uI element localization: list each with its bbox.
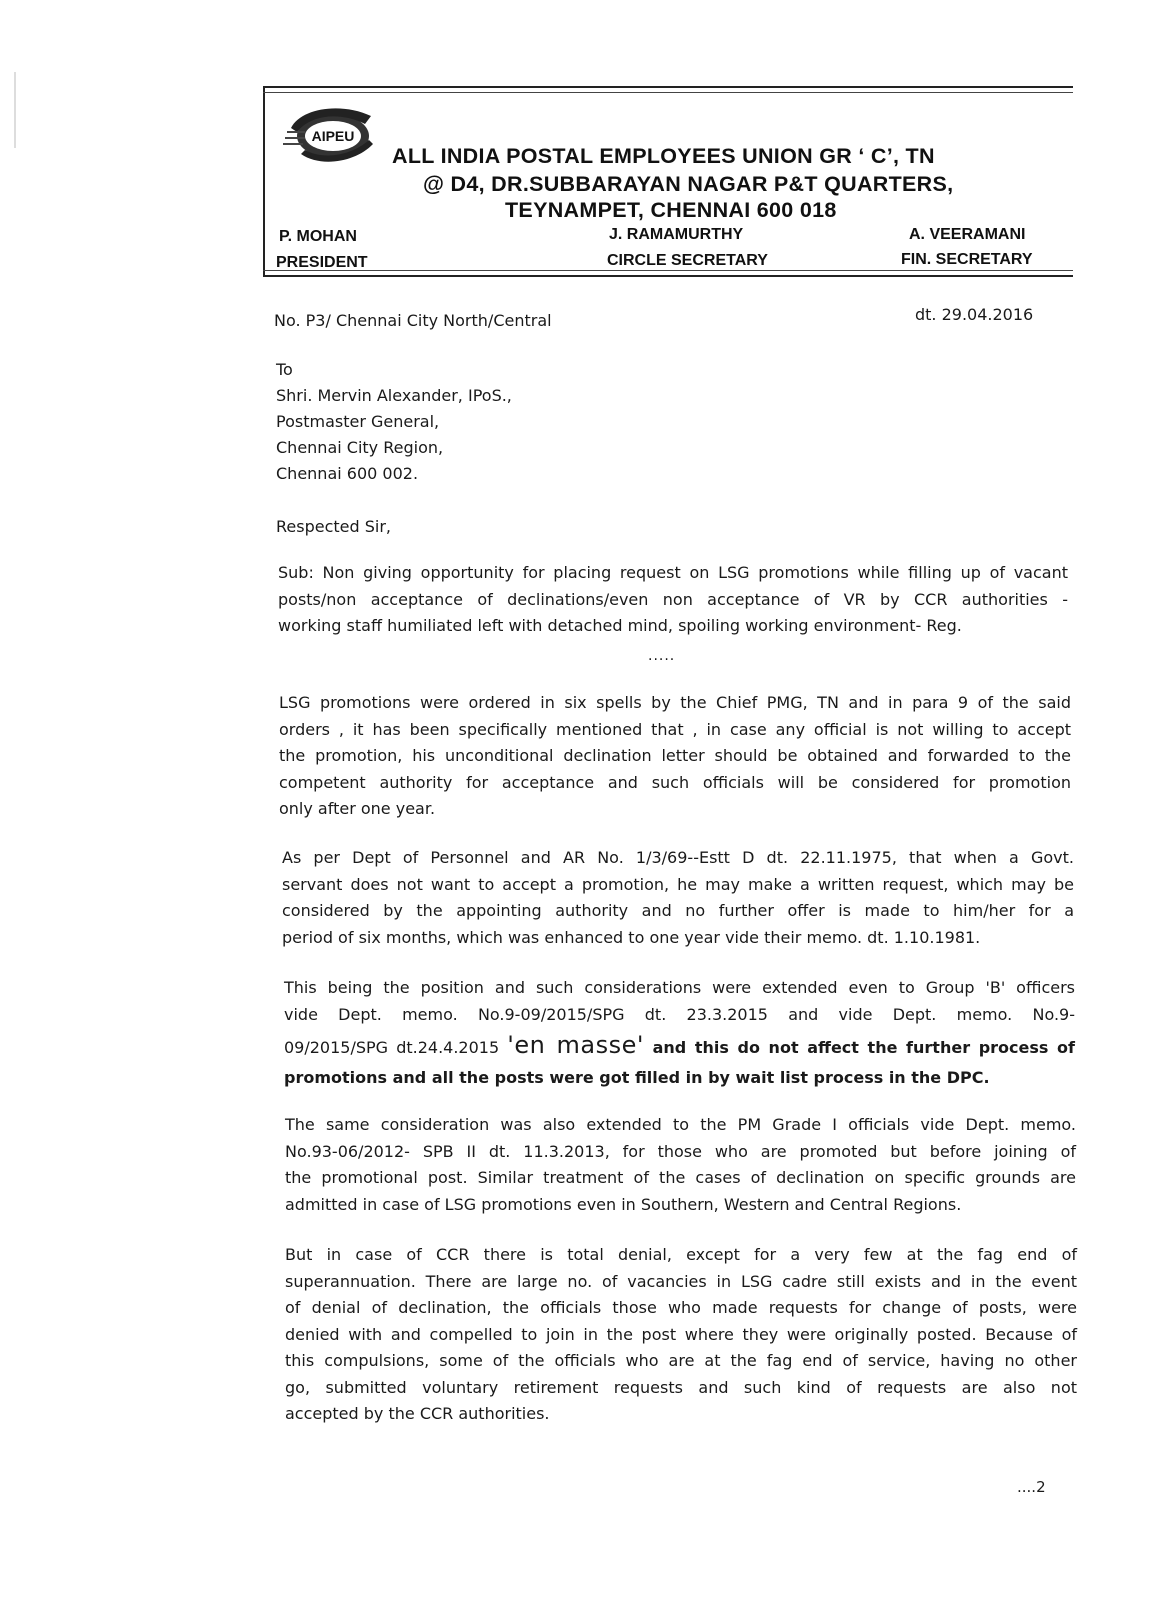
paragraph-1 [279,690,1071,823]
paragraph-line: of denial of declination, the officials those who made requests for change of posts, were [285,1298,1077,1317]
officer-role-president: PRESIDENT [276,254,368,271]
scan-artifact [14,72,16,148]
paragraph-line: servant does not want to accept a promotion, he may make a written request, which may be [282,874,1074,894]
separator-dots: ..... [648,648,676,664]
paragraph-text: 09/2015/SPG dt.24.4.2015 [284,1038,508,1057]
subject-line: Sub: Non giving opportunity for placing request on LSG promotions while filling up of vacant [278,563,1068,582]
paragraph-line: No.93-06/2012- SPB II dt. 11.3.2013, for those who are promoted but before joining of [285,1141,1076,1161]
paragraph-5 [285,1242,1077,1428]
paragraph-line: go, submitted voluntary retirement requests and such kind of requests are also not [285,1377,1077,1397]
page-continuation: ....2 [1017,1478,1046,1496]
paragraph-line: vide Dept. memo. No.9-09/2015/SPG dt. 23.3.2015 and vide Dept. memo. No.9- [284,1004,1075,1024]
org-name: ALL INDIA POSTAL EMPLOYEES UNION GR ‘ C’, TN [392,144,935,168]
logo-text: AIPEU [311,128,355,144]
subject-line: posts/non acceptance of declinations/even non acceptance of VR by CCR authorities - [278,589,1068,609]
paragraph-line: considered by the appointing authority and no further offer is made to him/her for a [282,901,1074,920]
paragraph-line: this compulsions, some of the officials who are at the fag end of service, having no other [285,1351,1077,1370]
paragraph-line [284,1028,1075,1065]
letterhead-rule [263,270,1073,271]
paragraph-line: competent authority for acceptance and such officials will be considered for promotion [279,772,1071,792]
org-address-line-1: @ D4, DR.SUBBARAYAN NAGAR P&T QUARTERS, [423,172,954,196]
paragraph-2 [282,845,1074,951]
addressee-line: Chennai 600 002. [276,464,419,483]
paragraph-line: period of six months, which was enhanced to one year vide their memo. dt. 1.10.1981. [282,927,981,947]
union-logo-icon [281,98,379,170]
paragraph-line: orders , it has been specifically mentioned that , in case any official is not willing to accept [279,719,1071,739]
addressee-line: Shri. Mervin Alexander, IPoS., [276,386,512,405]
officer-name-fin-secretary: A. VEERAMANI [909,226,1026,243]
paragraph-line: accepted by the CCR authorities. [285,1404,550,1423]
paragraph-3 [284,975,1075,1092]
paragraph-line: the promotion, his unconditional declination letter should be obtained and forwarded to the [279,746,1071,765]
paragraph-line-bold: promotions and all the posts were got filled in by wait list process in the DPC. [284,1068,990,1087]
paragraph-line: LSG promotions were ordered in six spells by the Chief PMG, TN and in para 9 of the said [279,693,1071,712]
paragraph-line: But in case of CCR there is total denial, except for a very few at the fag end of [285,1245,1077,1264]
subject-line: working staff humiliated left with detached mind, spoiling working environment- Reg. [278,616,962,635]
paragraph-line: admitted in case of LSG promotions even in Southern, Western and Central Regions. [285,1194,962,1214]
letterhead-rule [263,92,1073,93]
bold-text: and this do not affect the further process of [643,1038,1075,1057]
paragraph-line: superannuation. There are large no. of vacancies in LSG cadre still exists and in the event [285,1271,1077,1291]
paragraph-4 [285,1112,1076,1218]
officer-role-fin-secretary: FIN. SECRETARY [901,251,1033,268]
en-masse-phrase: 'en masse' [507,1031,644,1059]
org-address-line-2: TEYNAMPET, CHENNAI 600 018 [505,198,837,222]
paragraph-line: This being the position and such considerations were extended even to Group 'B' officers [284,978,1075,997]
officer-name-circle-secretary: J. RAMAMURTHY [609,226,744,243]
paragraph-line: denied with and compelled to join in the post where they were originally posted. Because of [285,1324,1077,1344]
officer-name-president: P. MOHAN [279,228,357,245]
addressee-to: To [276,360,293,379]
officer-role-circle-secretary: CIRCLE SECRETARY [607,252,768,269]
letterhead [263,86,1073,277]
paragraph-line: As per Dept of Personnel and AR No. 1/3/69--Estt D dt. 22.11.1975, that when a Govt. [282,848,1074,867]
paragraph-line: only after one year. [279,799,436,818]
salutation: Respected Sir, [276,517,391,536]
addressee-line: Postmaster General, [276,412,440,431]
paragraph-line: the promotional post. Similar treatment of the cases of declination on specific grounds are [285,1168,1076,1187]
letter-date: dt. 29.04.2016 [915,305,1034,324]
paragraph-line: The same consideration was also extended to the PM Grade I officials vide Dept. memo. [285,1115,1076,1134]
subject-block [278,560,1068,640]
letter-ref-no: No. P3/ Chennai City North/Central [274,311,552,330]
addressee-line: Chennai City Region, [276,438,444,457]
